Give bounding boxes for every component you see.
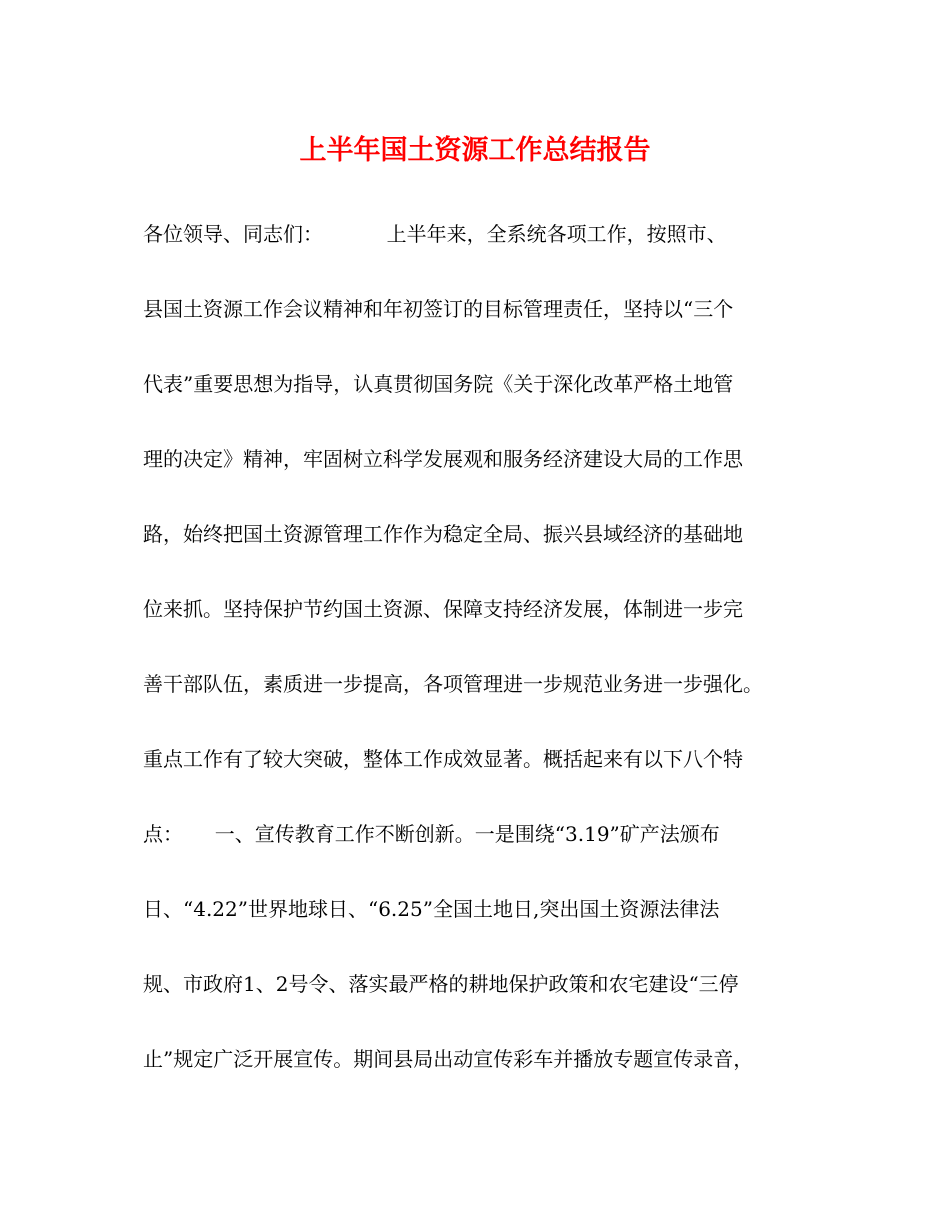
body-line: 路，始终把国土资源管理工作作为稳定全局、振兴县域经济的基础地	[143, 522, 743, 546]
body-line: 日、“4.22”世界地球日、“6.25”全国土地日,突出国土资源法律法	[143, 897, 720, 921]
body-line: 善干部队伍，素质进一步提高，各项管理进一步规范业务进一步强化。	[143, 672, 763, 696]
body-line: 各位领导、同志们： 上半年来，全系统各项工作，按照市、	[143, 222, 727, 246]
document-title: 上半年国土资源工作总结报告	[299, 135, 651, 166]
body-line: 点： 一、宣传教育工作不断创新。一是围绕“3.19”矿产法颁布	[143, 822, 720, 846]
body-line: 止”规定广泛开展宣传。期间县局出动宣传彩车并播放专题宣传录音，	[143, 1047, 754, 1071]
body-line: 县国土资源工作会议精神和年初签订的目标管理责任，坚持以“三个	[143, 297, 734, 321]
body-line: 重点工作有了较大突破，整体工作成效显著。概括起来有以下八个特	[143, 747, 743, 771]
document-body	[143, 222, 823, 1122]
body-line: 位来抓。坚持保护节约国土资源、保障支持经济发展，体制进一步完	[143, 597, 743, 621]
body-line: 理的决定》精神，牢固树立科学发展观和服务经济建设大局的工作思	[143, 447, 743, 471]
body-line: 规、市政府1、2号令、落实最严格的耕地保护政策和农宅建设“三停	[143, 972, 739, 996]
body-line: 代表”重要思想为指导，认真贯彻国务院《关于深化改革严格土地管	[143, 372, 734, 396]
